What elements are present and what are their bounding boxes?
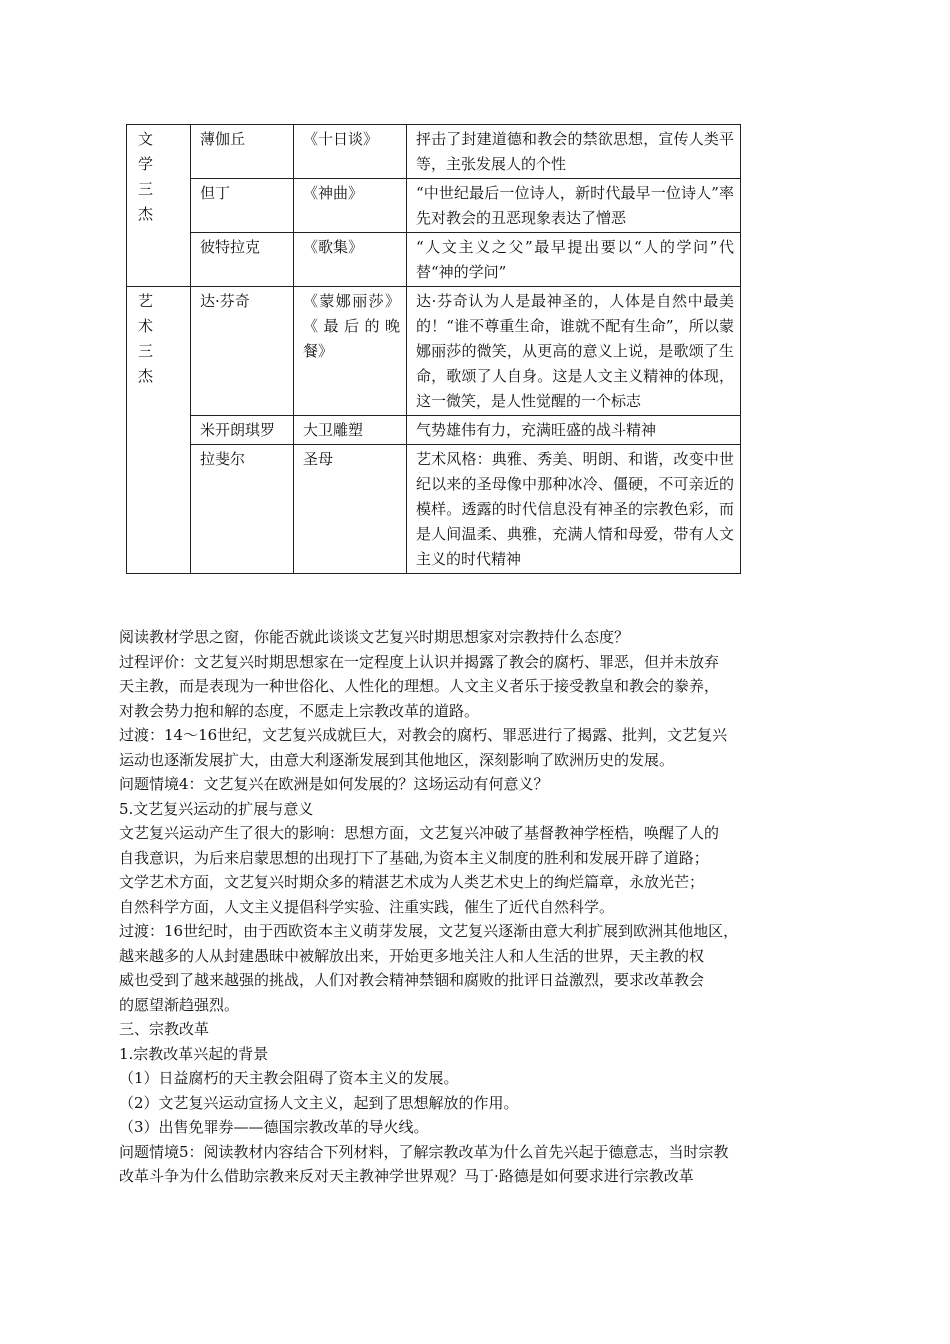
description-cell: “中世纪最后一位诗人，新时代最早一位诗人”率先对教会的丑恶现象表达了憎恶 — [407, 179, 741, 233]
list-item — [119, 1066, 819, 1091]
person-cell: 但丁 — [191, 179, 294, 233]
text-line: 阅读教材学思之窗，你能否就此谈谈文艺复兴时期思想家对宗教持什么态度？ — [119, 628, 630, 646]
renaissance-figures-table — [126, 124, 741, 574]
text-line: 自我意识，为后来启蒙思想的出现打下了基础,为资本主义制度的胜利和发展开辟了道路； — [119, 848, 709, 867]
text-line: 越来越多的人从封建愚昧中被解放出来，开始更多地关注人和人生活的世界，天主教的权 — [119, 946, 705, 965]
text-line: 问题情境5：阅读教材内容结合下列材料，了解宗教改革为什么首先兴起于德意志，当时宗教 — [119, 1142, 729, 1161]
text-line: 5.文艺复兴运动的扩展与意义 — [119, 799, 314, 818]
text-line: （2）文艺复兴运动宣扬人文主义，起到了思想解放的作用。 — [119, 1093, 519, 1112]
text-line: 改革斗争为什么借助宗教来反对天主教神学世界观？马丁·路德是如何要求进行宗教改革 — [119, 1167, 694, 1185]
text-line: 文学艺术方面，文艺复兴时期众多的精湛艺术成为人类艺术史上的绚烂篇章，永放光芒； — [119, 873, 705, 891]
section-heading-5 — [119, 797, 819, 822]
description-cell: “人文主义之父”最早提出要以“人的学问”代替“神的学问” — [407, 233, 741, 287]
group-label-art: 艺术三杰 — [127, 287, 191, 574]
description-cell: 气势雄伟有力，充满旺盛的战斗精神 — [407, 416, 741, 445]
document-body — [119, 625, 819, 1189]
person-cell: 拉斐尔 — [191, 445, 294, 574]
paragraph-significance — [119, 821, 819, 919]
text-line: 文艺复兴运动产生了很大的影响：思想方面，文艺复兴冲破了基督教神学桎梏，唤醒了人的 — [119, 824, 720, 842]
person-cell: 米开朗琪罗 — [191, 416, 294, 445]
text-line: 天主教，而是表现为一种世俗化、人性化的理想。人文主义者乐于接受教皇和教会的豢养， — [119, 677, 720, 695]
text-line: （3）出售免罪券——德国宗教改革的导火线。 — [119, 1118, 429, 1136]
text-line: （1）日益腐朽的天主教会阻碍了资本主义的发展。 — [119, 1069, 459, 1087]
work-cell: 《蒙娜丽莎》《最后的晚餐》 — [294, 287, 407, 416]
table-row — [127, 416, 741, 445]
paragraph-transition-2 — [119, 919, 819, 1017]
work-cell: 大卫雕塑 — [294, 416, 407, 445]
description-cell: 抨击了封建道德和教会的禁欲思想，宣传人类平等，主张发展人的个性 — [407, 125, 741, 179]
list-item — [119, 1091, 819, 1116]
text-line: 威也受到了越来越强的挑战，人们对教会精神禁锢和腐败的批评日益激烈，要求改革教会 — [119, 971, 705, 989]
text-line: 过渡：16世纪时，由于西欧资本主义萌芽发展，文艺复兴逐渐由意大利扩展到欧洲其他地区， — [119, 922, 739, 940]
table-row — [127, 125, 741, 179]
subheading-background — [119, 1042, 819, 1067]
description-cell: 达·芬奇认为人是最神圣的，人体是自然中最美的！“谁不尊重生命，谁就不配有生命”，所以蒙娜丽莎的微笑，从更高的意义上说，是歌颂了生命，歌颂了人自身。这是人文主义精神的体现，这一微笑，是人性觉醒的一个标志 — [407, 287, 741, 416]
paragraph-question-4 — [119, 772, 819, 797]
paragraph-process-evaluation — [119, 650, 819, 724]
group-label-literature: 文学三杰 — [127, 125, 191, 287]
work-cell: 《歌集》 — [294, 233, 407, 287]
table-row — [127, 445, 741, 574]
section-heading-reformation — [119, 1017, 819, 1042]
text-line: 运动也逐渐发展扩大，由意大利逐渐发展到其他地区，深刻影响了欧洲历史的发展。 — [119, 750, 675, 769]
table-row — [127, 233, 741, 287]
text-line: 问题情境4：文艺复兴在欧洲是如何发展的？这场运动有何意义？ — [119, 775, 549, 793]
text-line: 的愿望渐趋强烈。 — [119, 995, 240, 1014]
person-cell: 达·芬奇 — [191, 287, 294, 416]
table-row — [127, 179, 741, 233]
work-cell: 圣母 — [294, 445, 407, 574]
description-cell: 艺术风格：典雅、秀美、明朗、和谐，改变中世纪以来的圣母像中那种冰冷、僵硬，不可亲近的模样。透露的时代信息没有神圣的宗教色彩，而是人间温柔、典雅，充满人情和母爱，带有人文主义的时代精神 — [407, 445, 741, 574]
person-cell: 薄伽丘 — [191, 125, 294, 179]
text-line: 三、宗教改革 — [119, 1020, 210, 1038]
text-line: 自然科学方面，人文主义提倡科学实验、注重实践，催生了近代自然科学。 — [119, 897, 615, 916]
text-line: 1.宗教改革兴起的背景 — [119, 1044, 269, 1063]
paragraph-reading-question — [119, 625, 819, 650]
work-cell: 《神曲》 — [294, 179, 407, 233]
person-cell: 彼特拉克 — [191, 233, 294, 287]
text-line: 对教会势力抱和解的态度，不愿走上宗教改革的道路。 — [119, 701, 480, 720]
paragraph-question-5 — [119, 1140, 819, 1189]
list-item — [119, 1115, 819, 1140]
text-line: 过程评价：文艺复兴时期思想家在一定程度上认识并揭露了教会的腐朽、罪恶，但并未放弃 — [119, 652, 720, 671]
work-cell: 《十日谈》 — [294, 125, 407, 179]
text-line: 过渡：14～16世纪，文艺复兴成就巨大，对教会的腐朽、罪恶进行了揭露、批判，文艺复兴 — [119, 726, 728, 744]
paragraph-transition-1 — [119, 723, 819, 772]
table-row — [127, 287, 741, 416]
